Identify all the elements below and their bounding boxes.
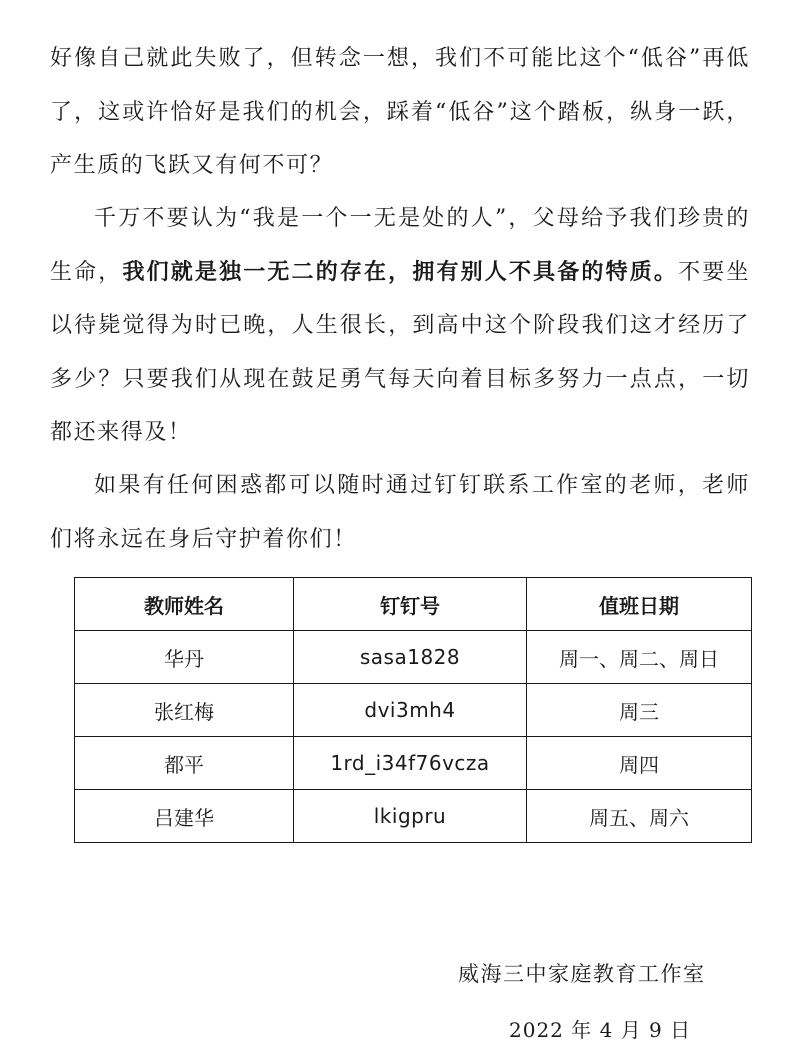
teacher-name: 吕建华 <box>75 790 294 843</box>
dingtalk-id: sasa1828 <box>294 631 527 684</box>
table-row <box>75 737 752 790</box>
table-row <box>75 790 752 843</box>
teacher-name: 华丹 <box>75 631 294 684</box>
duty-days: 周四 <box>527 737 752 790</box>
paragraph-3: 如果有任何困惑都可以随时通过钉钉联系工作室的老师，老师们将永远在身后守护着你们！ <box>50 473 750 552</box>
dingtalk-id: 1rd_i34f76vcza <box>294 737 527 790</box>
paragraph-2-start: 千万不要认为“我是一个一无是处的人”，父母给予我们珍贵的生命， <box>50 206 750 285</box>
table-row <box>75 631 752 684</box>
duty-days: 周一、周二、周日 <box>527 631 752 684</box>
header-duty-days: 值班日期 <box>527 578 752 631</box>
dingtalk-id: dvi3mh4 <box>294 684 527 737</box>
teacher-name: 都平 <box>75 737 294 790</box>
teacher-name: 张红梅 <box>75 684 294 737</box>
signature-date: 2022 年 4 月 9 日 <box>509 1018 692 1042</box>
paragraph-2 <box>50 192 750 460</box>
duty-days: 周五、周六 <box>527 790 752 843</box>
dingtalk-id: lkigpru <box>294 790 527 843</box>
paragraph-2-emphasis: 我们就是独一无二的存在，拥有别人不具备的特质。 <box>122 258 679 285</box>
teacher-contact-table <box>74 577 752 843</box>
duty-days: 周三 <box>527 684 752 737</box>
signature-organization: 威海三中家庭教育工作室 <box>458 962 706 986</box>
paragraph-1: 好像自己就此失败了，但转念一想，我们不可能比这个“低谷”再低了，这或许恰好是我们的机会，踩着“低谷”这个踏板，纵身一跃，产生质的飞跃又有何不可？ <box>50 46 750 178</box>
table-row <box>75 684 752 737</box>
header-dingtalk-id: 钉钉号 <box>294 578 527 631</box>
table-header-row <box>75 578 752 631</box>
paragraph-2-end: 不要坐以待毙觉得为时已晚，人生很长，到高中这个阶段我们这才经历了多少？只要我们从现在鼓足勇气每天向着目标多努力一点点，一切都还来得及！ <box>50 259 750 445</box>
header-teacher-name: 教师姓名 <box>75 578 294 631</box>
